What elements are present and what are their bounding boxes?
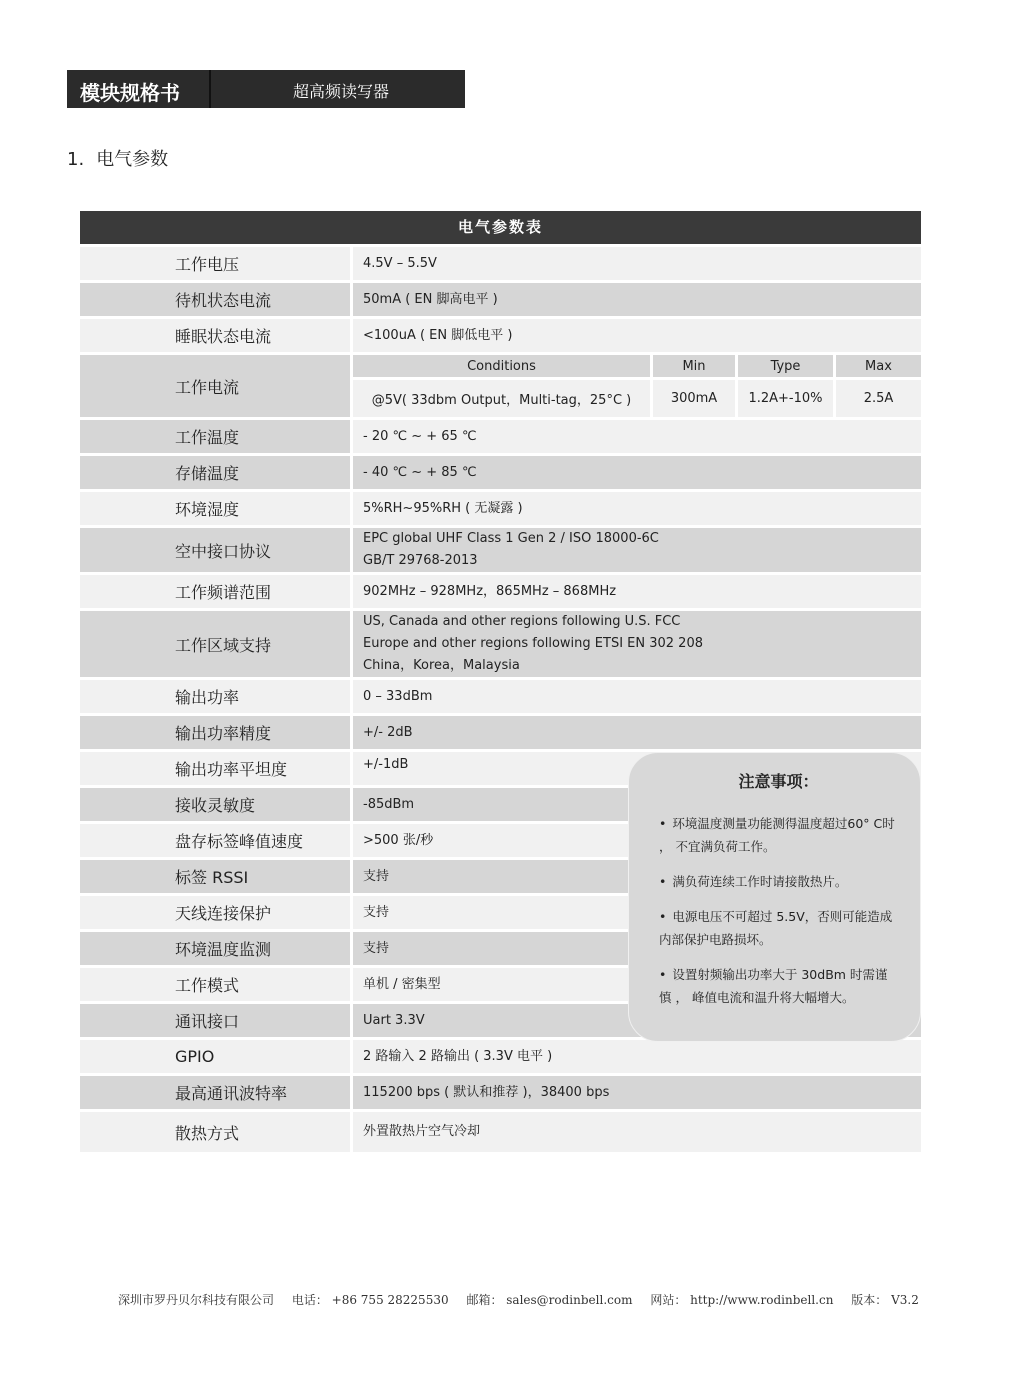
row-value: Uart 3.3V	[353, 1004, 921, 1037]
row-value: 支持	[353, 896, 921, 929]
subtable-max: 2.5A	[833, 380, 921, 417]
value-line: Europe and other regions following ETSI EN 302 208	[363, 636, 703, 651]
row-value: 5%RH~95%RH ( 无凝露 )	[353, 492, 921, 525]
table-row	[80, 283, 921, 316]
row-value: 0 – 33dBm	[353, 680, 921, 713]
footer-version: 版本： V3.2	[851, 1293, 919, 1307]
row-label: 工作区域支持	[80, 611, 350, 677]
table-row	[80, 1112, 921, 1152]
row-label: 标签 RSSI	[80, 860, 350, 893]
table-row	[80, 680, 921, 713]
note-text: 设置射频输出功率大于 30dBm 时需谨慎 ， 峰值电流和温升将大幅增大。	[659, 967, 888, 1005]
table-row	[80, 420, 921, 453]
subtable-min: 300mA	[650, 380, 735, 417]
working-current-subtable	[353, 355, 921, 417]
document-type-title: 模块规格书	[80, 81, 180, 105]
row-value: >500 张/秒	[353, 824, 921, 857]
bullet: •	[659, 967, 667, 982]
subtable-conditions: @5V( 33dbm Output，Multi-tag，25°C )	[371, 393, 632, 408]
table-row	[80, 1040, 921, 1073]
row-value: 50mA ( EN 脚高电平 )	[353, 283, 921, 316]
table-row	[80, 247, 921, 280]
document-header	[67, 70, 465, 108]
row-value: 115200 bps ( 默认和推荐 )，38400 bps	[353, 1076, 921, 1109]
row-label: 工作电流	[80, 355, 350, 417]
row-label: 通讯接口	[80, 1004, 350, 1037]
bullet: •	[659, 909, 667, 924]
table-row	[80, 492, 921, 525]
footer-company: 深圳市罗丹贝尔科技有限公司	[118, 1293, 275, 1307]
table-row	[80, 528, 921, 572]
bullet: •	[659, 816, 667, 831]
row-label: 输出功率平坦度	[80, 752, 350, 785]
row-label: 待机状态电流	[80, 283, 350, 316]
subtable-header-type: Type	[735, 355, 833, 377]
table-row-working-current	[80, 355, 921, 417]
header-divider	[209, 70, 211, 108]
value-line: EPC global UHF Class 1 Gen 2 / ISO 18000-6C	[363, 531, 659, 546]
row-label: 睡眠状态电流	[80, 319, 350, 352]
row-label: 工作模式	[80, 968, 350, 1001]
table-row	[80, 319, 921, 352]
row-label: 工作电压	[80, 247, 350, 280]
row-label: GPIO	[80, 1040, 350, 1073]
value-line: GB/T 29768-2013	[363, 553, 478, 568]
row-label: 环境温度监测	[80, 932, 350, 965]
row-value: 支持	[353, 932, 921, 965]
subtable-type: 1.2A+-10%	[735, 380, 833, 417]
table-row	[80, 1076, 921, 1109]
section-number: 1.	[67, 149, 85, 170]
table-row	[80, 575, 921, 608]
subtable-header-min: Min	[650, 355, 735, 377]
row-label: 存储温度	[80, 456, 350, 489]
section-title: 电气参数	[96, 149, 169, 170]
row-label: 工作频谱范围	[80, 575, 350, 608]
subtable-data-row	[353, 380, 921, 417]
notes-title: 注意事项：	[738, 772, 819, 791]
row-value	[353, 611, 921, 677]
row-label: 盘存标签峰值速度	[80, 824, 350, 857]
row-value: - 40 ℃ ~ + 85 ℃	[353, 456, 921, 489]
subtable-header-row	[353, 355, 921, 380]
row-label: 天线连接保护	[80, 896, 350, 929]
row-value: 外置散热片空气冷却	[353, 1112, 921, 1152]
subtable-header-max: Max	[833, 355, 921, 377]
note-item	[659, 812, 898, 858]
row-value	[353, 528, 921, 572]
row-value: +/-1dB	[353, 752, 921, 785]
row-label: 工作温度	[80, 420, 350, 453]
row-value: +/- 2dB	[353, 716, 921, 749]
table-title: 电气参数表	[80, 211, 921, 244]
row-value: <100uA ( EN 脚低电平 )	[353, 319, 921, 352]
page-footer	[118, 1291, 933, 1308]
row-label: 输出功率	[80, 680, 350, 713]
section-heading	[67, 145, 168, 171]
product-name: 超高频读写器	[293, 82, 390, 101]
notes-callout	[628, 752, 921, 1042]
value-line: China，Korea，Malaysia	[363, 658, 520, 673]
table-row	[80, 716, 921, 749]
row-label: 接收灵敏度	[80, 788, 350, 821]
row-value: - 20 ℃ ~ + 65 ℃	[353, 420, 921, 453]
row-label: 散热方式	[80, 1112, 350, 1152]
row-label: 最高通讯波特率	[80, 1076, 350, 1109]
row-value: 支持	[353, 860, 921, 893]
row-value: -85dBm	[353, 788, 921, 821]
row-value: 4.5V – 5.5V	[353, 247, 921, 280]
note-text: 电源电压不可超过 5.5V，否则可能造成内部保护电路损坏。	[659, 909, 893, 947]
note-item	[659, 963, 898, 1009]
bullet: •	[659, 874, 667, 889]
row-label: 输出功率精度	[80, 716, 350, 749]
footer-phone: 电话： +86 755 28225530	[291, 1293, 449, 1307]
row-value: 单机 / 密集型	[353, 968, 921, 1001]
note-item	[659, 905, 898, 951]
row-label: 空中接口协议	[80, 528, 350, 572]
footer-website: 网站： http://www.rodinbell.cn	[650, 1293, 834, 1307]
note-item	[659, 870, 898, 893]
table-row	[80, 611, 921, 677]
note-text: 环境温度测量功能测得温度超过60° C时 ， 不宜满负荷工作。	[659, 816, 895, 854]
footer-email: 邮箱： sales@rodinbell.com	[466, 1293, 633, 1307]
subtable-header-conditions: Conditions	[467, 358, 536, 374]
row-value: 2 路输入 2 路输出 ( 3.3V 电平 )	[353, 1040, 921, 1073]
value-line: US, Canada and other regions following U.S. FCC	[363, 614, 681, 629]
row-value: 902MHz – 928MHz，865MHz – 868MHz	[353, 575, 921, 608]
row-label: 环境湿度	[80, 492, 350, 525]
note-text: 满负荷连续工作时请接散热片。	[672, 874, 848, 889]
table-row	[80, 456, 921, 489]
